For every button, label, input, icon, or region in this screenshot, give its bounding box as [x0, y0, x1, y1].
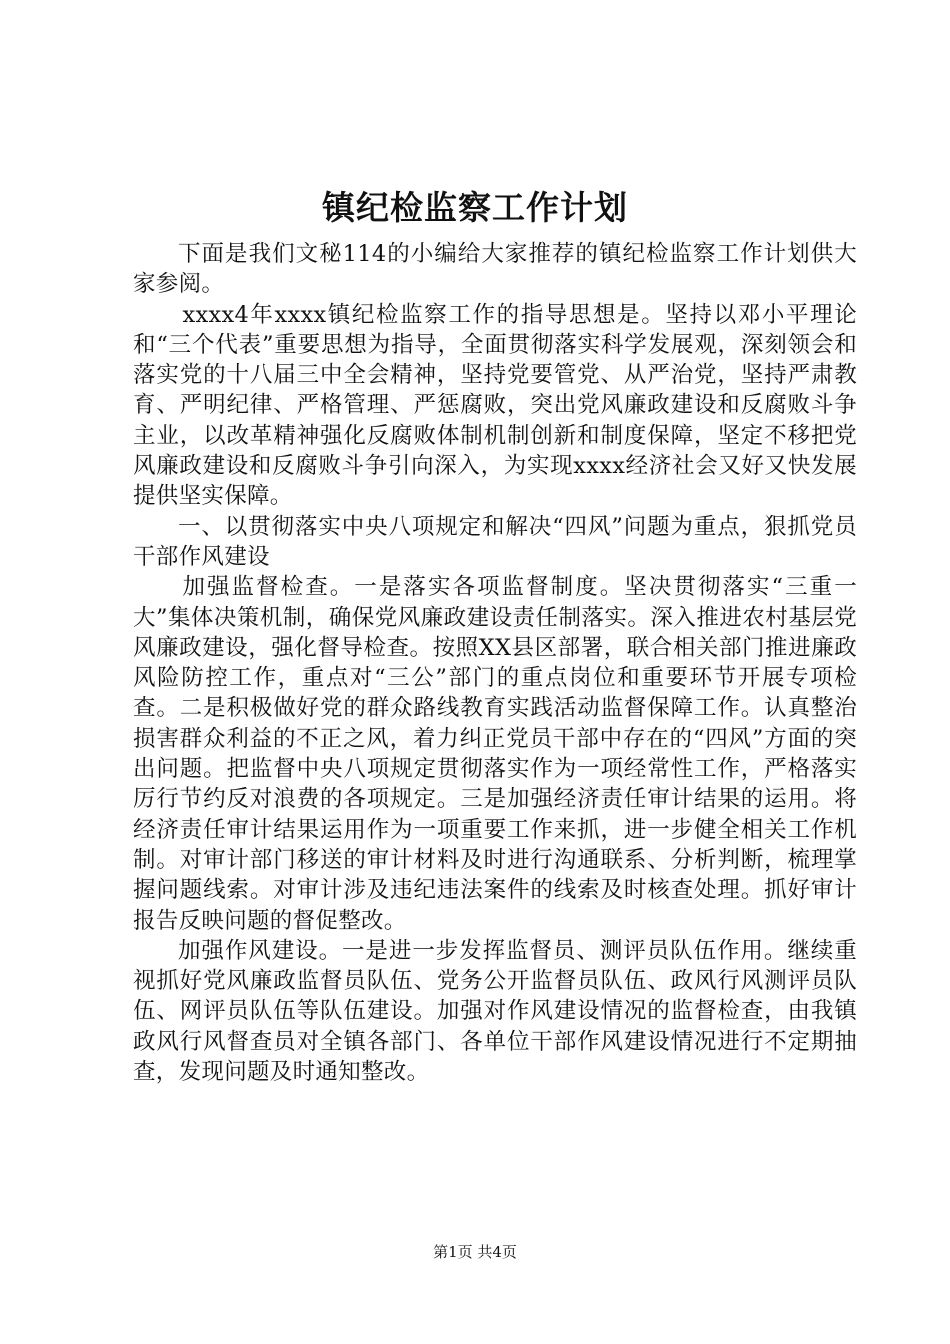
- work-style-paragraph: 加强作风建设。一是进一步发挥监督员、测评员队伍作用。继续重视抓好党风廉政监督员队伍、党务公开监督员队伍、政风行风测评员队伍、网评员队伍等队伍建设。加强对作风建设情况的监督检查，由我镇政风行风督查员对全镇各部门、各单位干部作风建设情况进行不定期抽查，发现问题及时通知整改。: [133, 937, 857, 1086]
- document-body: [133, 239, 857, 1087]
- document-title: 镇纪检监察工作计划: [322, 188, 628, 227]
- page-footer: 第1页 共4页: [433, 1243, 517, 1261]
- intro-paragraph: 下面是我们文秘114的小编给大家推荐的镇纪检监察工作计划供大家参阅。: [133, 241, 857, 298]
- section-heading-one: 一、以贯彻落实中央八项规定和解决“四风”问题为重点，狠抓党员干部作风建设: [133, 513, 857, 570]
- supervision-paragraph: 加强监督检查。一是落实各项监督制度。坚决贯彻落实“三重一大”集体决策机制，确保党风廉政建设责任制落实。深入推进农村基层党风廉政建设，强化督导检查。按照XX县区部署，联合相关部门推进廉政风险防控工作，重点对“三公”部门的重点岗位和重要环节开展专项检查。二是积极做好党的群众路线教育实践活动监督保障工作。认真整治损害群众利益的不正之风，着力纠正党员干部中存在的“四风”方面的突出问题。把监督中央八项规定贯彻落实作为一项经常性工作，严格落实厉行节约反对浪费的各项规定。三是加强经济责任审计结果的运用。将经济责任审计结果运用作为一项重要工作来抓，进一步健全相关工作机制。对审计部门移送的审计材料及时进行沟通联系、分析判断，梳理掌握问题线索。对审计涉及违纪违法案件的线索及时核查处理。抓好审计报告反映问题的督促整改。: [133, 574, 857, 934]
- guiding-ideology-paragraph: xxxx4年xxxx镇纪检监察工作的指导思想是。坚持以邓小平理论和“三个代表”重要思想为指导，全面贯彻落实科学发展观，深刻领会和落实党的十八届三中全会精神，坚持党要管党、从严治党，坚持严肃教育、严明纪律、严格管理、严惩腐败，突出党风廉政建设和反腐败斗争主业，以改革精神强化反腐败体制机制创新和制度保障，坚定不移把党风廉政建设和反腐败斗争引向深入，为实现xxxx经济社会又好又快发展提供坚实保障。: [133, 301, 857, 510]
